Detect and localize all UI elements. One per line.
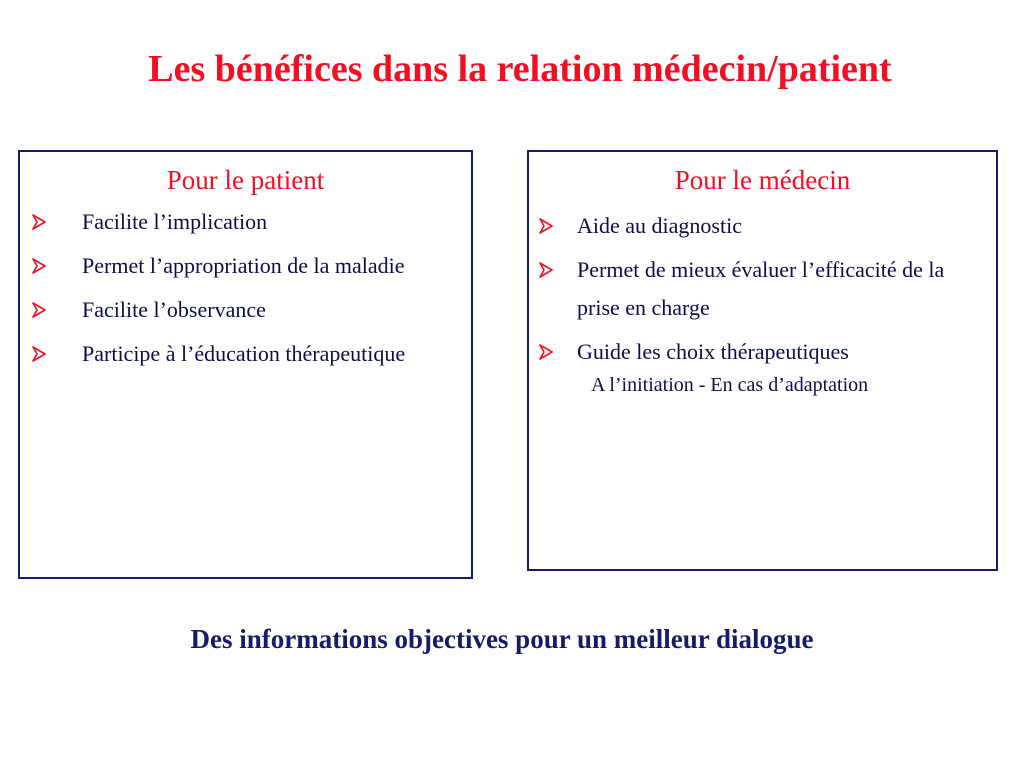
therapeutic-choice-subnote: A l’initiation - En cas d’adaptation (591, 374, 869, 396)
doctor-benefits-box (527, 150, 998, 571)
list-item (20, 247, 471, 285)
red-arrowhead-icon (32, 247, 50, 285)
red-arrowhead-icon (539, 333, 557, 371)
patient-item-text: Permet l’appropriation de la maladie (82, 253, 405, 278)
doctor-item-text: Aide au diagnostic (577, 213, 742, 238)
doctor-item-text: Permet de mieux évaluer l’efficacité de la prise en charge (577, 257, 945, 320)
list-item (529, 207, 996, 245)
red-arrowhead-icon (539, 207, 557, 245)
patient-box-heading: Pour le patient (166, 165, 325, 195)
doctor-item-text: Guide les choix thérapeutiques (577, 339, 849, 364)
patient-item-text: Facilite l’observance (82, 297, 266, 322)
red-arrowhead-icon (539, 251, 557, 289)
patient-benefits-box (18, 150, 473, 579)
list-item (20, 335, 471, 373)
list-item (20, 203, 471, 241)
red-arrowhead-icon (32, 203, 50, 241)
list-item (529, 251, 996, 327)
patient-benefits-list (20, 203, 471, 373)
red-arrowhead-icon (32, 291, 50, 329)
red-arrowhead-icon (32, 335, 50, 373)
doctor-box-heading: Pour le médecin (674, 165, 851, 195)
doctor-benefits-list (529, 207, 996, 371)
list-item (20, 291, 471, 329)
slide-footer: Des informations objectives pour un meilleur dialogue (190, 624, 814, 654)
slide-title: Les bénéfices dans la relation médecin/patient (148, 48, 892, 90)
patient-item-text: Participe à l’éducation thérapeutique (82, 341, 406, 366)
list-item (529, 333, 996, 371)
patient-item-text: Facilite l’implication (82, 209, 268, 234)
